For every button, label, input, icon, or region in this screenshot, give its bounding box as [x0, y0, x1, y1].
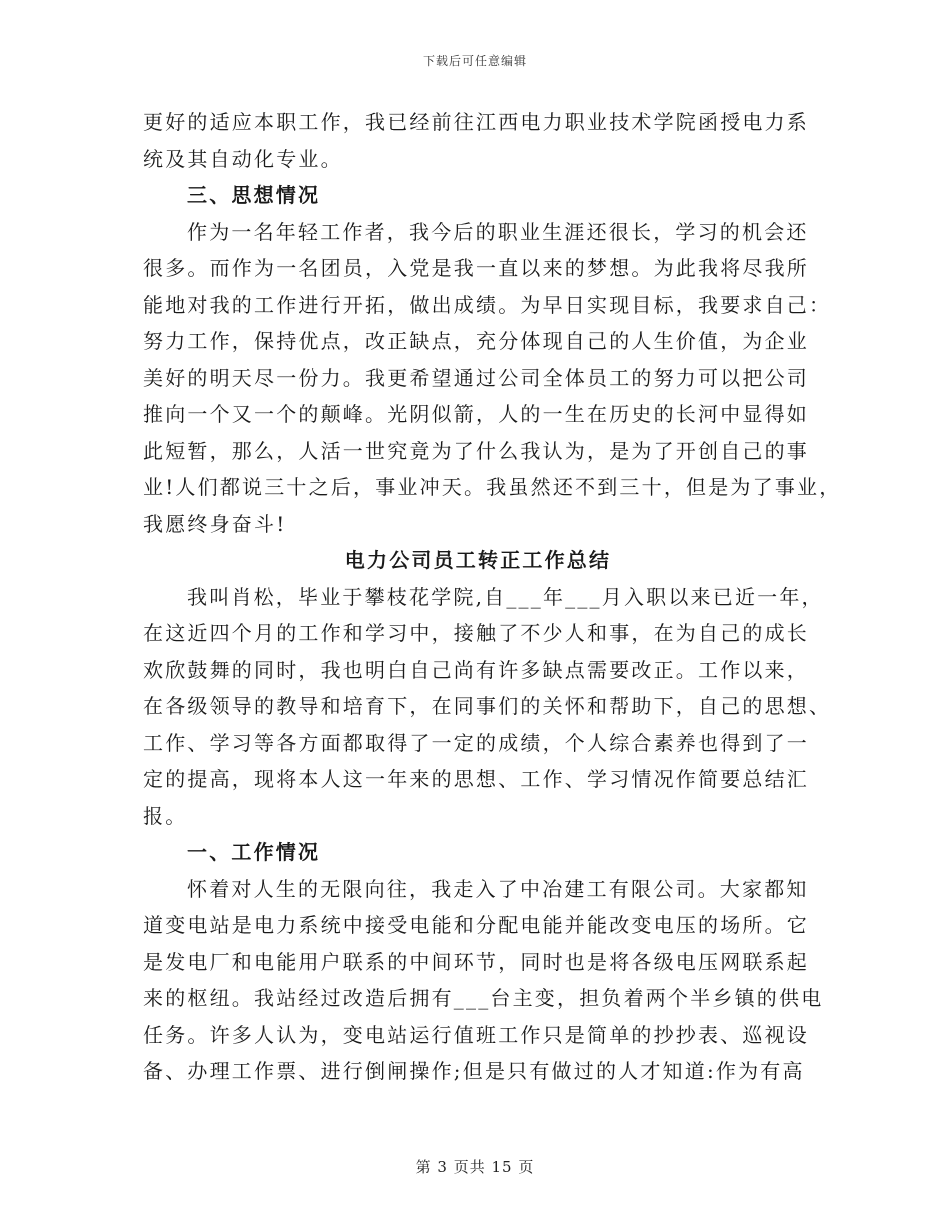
paragraph-line: 我愿终身奋斗! [143, 511, 287, 536]
section-heading: 一、工作情况 [187, 840, 321, 864]
document-title: 电力公司员工转正工作总结 [344, 548, 612, 572]
paragraph-line: 此短暂，那么，人活一世究竟为了什么我认为，是为了开创自己的事 [143, 438, 809, 463]
paragraph-line: 备、办理工作票、进行倒闸操作;但是只有做过的人才知道:作为有高 [143, 1059, 805, 1083]
paragraph-line: 任务。许多人认为，变电站运行值班工作只是简单的抄抄表、巡视设 [143, 1022, 809, 1047]
paragraph-line: 统及其自动化专业。 [143, 146, 343, 171]
paragraph-line: 很多。而作为一名团员，入党是我一直以来的梦想。为此我将尽我所 [143, 256, 809, 280]
section-heading: 三、思想情况 [187, 183, 321, 207]
paragraph-line: 推向一个又一个的颠峰。光阴似箭，人的一生在历史的长河中显得如 [143, 402, 809, 426]
document-body [143, 104, 842, 1090]
paragraph-line: 能地对我的工作进行开拓，做出成绩。为早日实现目标，我要求自己： [143, 292, 832, 317]
paragraph-line: 报。 [143, 803, 188, 828]
paragraph-line: 定的提高，现将本人这一年来的思想、工作、学习情况作简要总结汇 [143, 767, 809, 791]
paragraph-line: 工作、学习等各方面都取得了一定的成绩，个人综合素养也得到了一 [143, 730, 809, 755]
paragraph-line: 来的枢纽。我站经过改造后拥有___台主变，担负着两个半乡镇的供电 [143, 986, 824, 1010]
paragraph-line: 在各级领导的教导和培育下，在同事们的关怀和帮助下，自己的思想、 [143, 694, 832, 718]
paragraph-line: 怀着对人生的无限向往，我走入了中冶建工有限公司。大家都知 [187, 876, 809, 901]
paragraph-line: 我叫肖松，毕业于攀枝花学院,自___年___月入职以来已近一年， [187, 584, 824, 609]
paragraph-line: 道变电站是电力系统中接受电能和分配电能并能改变电压的场所。它 [143, 913, 809, 937]
paragraph-line: 业!人们都说三十之后，事业冲天。我虽然还不到三十，但是为了事业， [143, 475, 842, 499]
paragraph-line: 美好的明天尽一份力。我更希望通过公司全体员工的努力可以把公司 [143, 365, 809, 390]
paragraph-line: 在这近四个月的工作和学习中，接触了不少人和事，在为自己的成长 [143, 621, 809, 645]
paragraph-line: 更好的适应本职工作，我已经前往江西电力职业技术学院函授电力系 [143, 110, 809, 134]
paragraph-line: 努力工作，保持优点，改正缺点，充分体现自己的人生价值，为企业 [143, 329, 809, 353]
page-header-note: 下载后可任意编辑 [422, 54, 527, 68]
paragraph-line: 欢欣鼓舞的同时，我也明白自己尚有许多缺点需要改正。工作以来， [143, 657, 809, 682]
paragraph-line: 是发电厂和电能用户联系的中间环节，同时也是将各级电压网联系起 [143, 949, 809, 974]
paragraph-line: 作为一名年轻工作者，我今后的职业生涯还很长，学习的机会还 [187, 219, 809, 244]
page-number: 第 3 页共 15 页 [415, 1158, 535, 1176]
